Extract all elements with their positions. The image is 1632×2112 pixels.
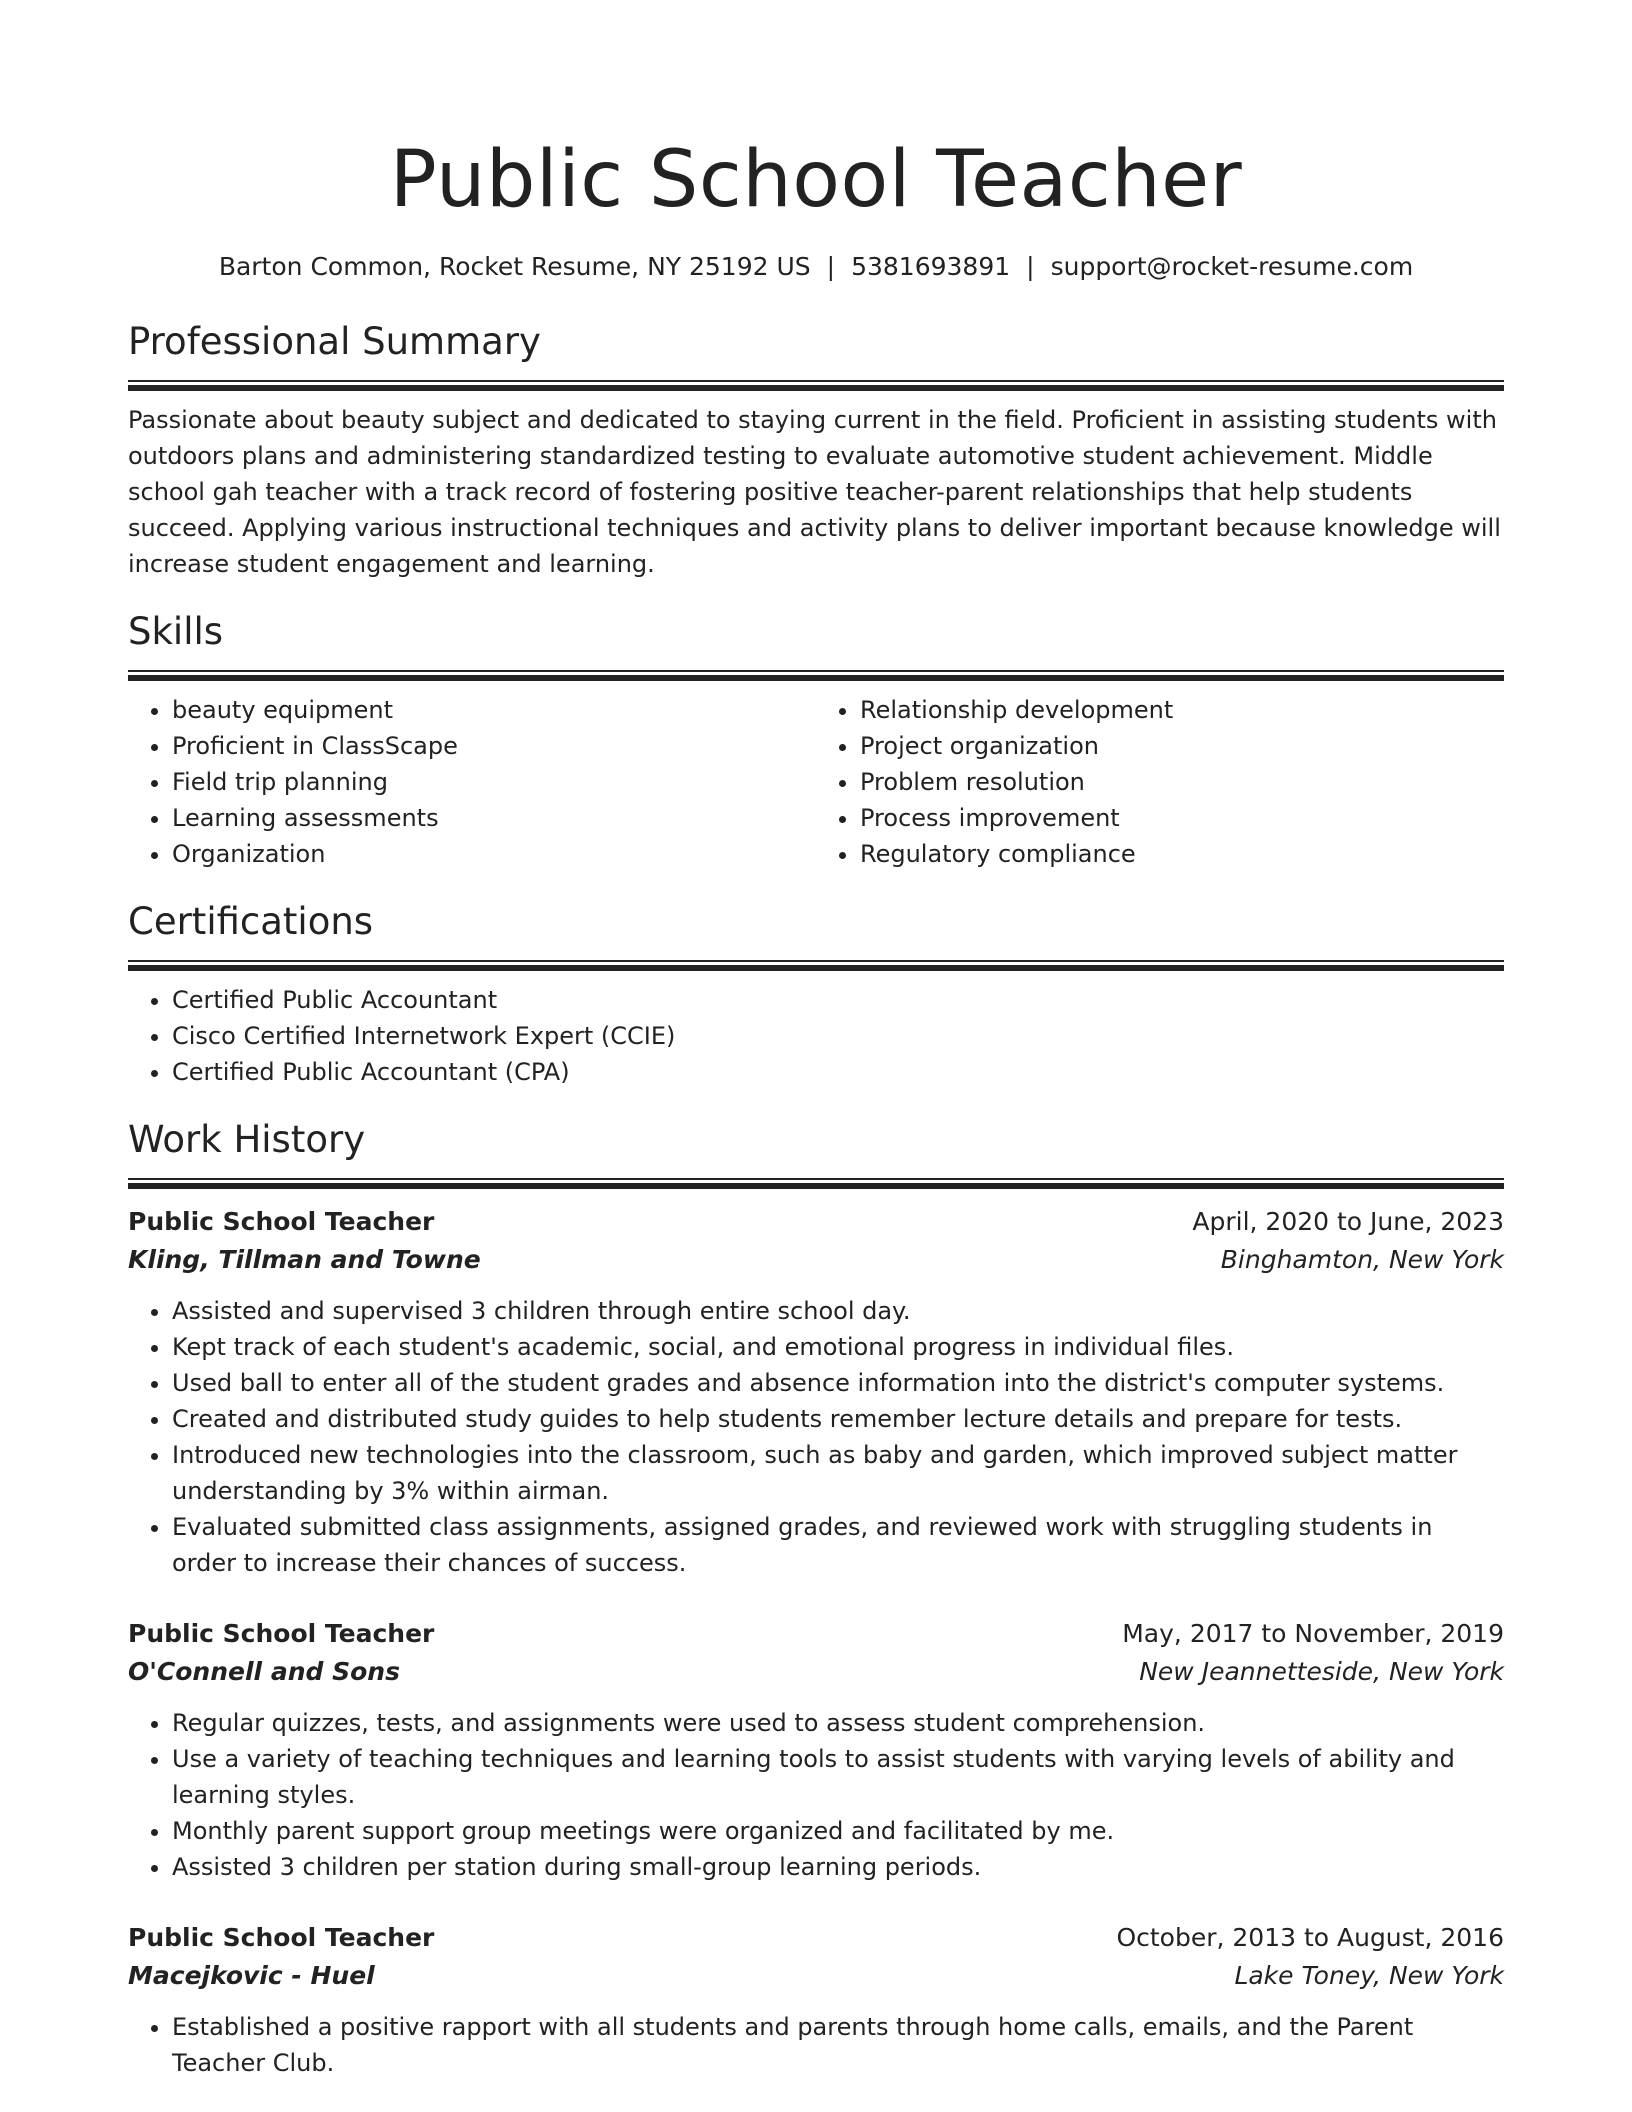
job-bullets xyxy=(128,1705,1504,1885)
contact-phone: 5381693891 xyxy=(851,252,1011,281)
section-title-certifications: Certifications xyxy=(128,900,374,943)
skills-list-right xyxy=(816,692,1504,872)
skill-item: • Problem resolution xyxy=(860,764,1504,800)
skill-item: • Field trip planning xyxy=(172,764,816,800)
job-bullets xyxy=(128,1293,1504,1581)
skills-list-left xyxy=(128,692,816,872)
job-header xyxy=(128,1203,1504,1241)
summary-section xyxy=(128,318,1504,582)
job-bullet: • Regular quizzes, tests, and assignments were used to assess student comprehension. xyxy=(172,1705,1504,1741)
skill-item: • Regulatory compliance xyxy=(860,836,1504,872)
skill-item: • Relationship development xyxy=(860,692,1504,728)
job-header xyxy=(128,1919,1504,1957)
job-bullets xyxy=(128,2009,1504,2081)
section-title-summary: Professional Summary xyxy=(128,320,541,363)
job-title: Public School Teacher xyxy=(128,1207,435,1236)
job-bullet: • Assisted and supervised 3 children through entire school day. xyxy=(172,1293,1504,1329)
section-divider xyxy=(128,380,1504,391)
job-company: O'Connell and Sons xyxy=(128,1657,400,1686)
job-bullet: • Evaluated submitted class assignments, assigned grades, and reviewed work with struggling students in order to increase their chances of success. xyxy=(172,1509,1504,1581)
certifications-section xyxy=(128,898,1504,1090)
job-company: Kling, Tillman and Towne xyxy=(128,1245,481,1274)
job-title: Public School Teacher xyxy=(128,1923,435,1952)
job-subheader xyxy=(128,1957,1504,1995)
job-subheader xyxy=(128,1241,1504,1279)
skill-item: • beauty equipment xyxy=(172,692,816,728)
skill-item: • Proficient in ClassScape xyxy=(172,728,816,764)
job-title: Public School Teacher xyxy=(128,1619,435,1648)
job-bullet: • Used ball to enter all of the student grades and absence information into the district's computer systems. xyxy=(172,1365,1504,1401)
certification-item: • Certified Public Accountant (CPA) xyxy=(172,1054,1504,1090)
section-divider xyxy=(128,1178,1504,1189)
resume-name: Public School Teacher xyxy=(389,135,1243,225)
contact-line xyxy=(128,250,1504,284)
certification-item: • Cisco Certified Internetwork Expert (CCIE) xyxy=(172,1018,1504,1054)
skills-columns xyxy=(128,692,1504,872)
skill-item: • Project organization xyxy=(860,728,1504,764)
job-bullet: • Monthly parent support group meetings were organized and facilitated by me. xyxy=(172,1813,1504,1849)
skill-item: • Process improvement xyxy=(860,800,1504,836)
job-header xyxy=(128,1615,1504,1653)
work-history-section xyxy=(128,1116,1504,2081)
job-location: Lake Toney, New York xyxy=(1234,1961,1504,1990)
certification-item: • Certified Public Accountant xyxy=(172,982,1504,1018)
contact-separator: | xyxy=(826,252,836,281)
job-location: New Jeannetteside, New York xyxy=(1139,1657,1504,1686)
job-bullet: • Kept track of each student's academic, social, and emotional progress in individual files. xyxy=(172,1329,1504,1365)
contact-address: Barton Common, Rocket Resume, NY 25192 US xyxy=(218,252,811,281)
job-dates: April, 2020 to June, 2023 xyxy=(1192,1207,1504,1236)
job-location: Binghamton, New York xyxy=(1220,1245,1504,1274)
job-entry xyxy=(128,1919,1504,2081)
job-bullet: • Introduced new technologies into the classroom, such as baby and garden, which improved subject matter understanding by 3% within airman. xyxy=(172,1437,1504,1509)
job-entry xyxy=(128,1615,1504,1885)
job-company: Macejkovic - Huel xyxy=(128,1961,375,1990)
skill-item: • Organization xyxy=(172,836,816,872)
contact-email: support@rocket-resume.com xyxy=(1050,252,1414,281)
section-divider xyxy=(128,670,1504,681)
job-entry xyxy=(128,1203,1504,1581)
job-dates: May, 2017 to November, 2019 xyxy=(1122,1619,1504,1648)
job-dates: October, 2013 to August, 2016 xyxy=(1116,1923,1504,1952)
job-subheader xyxy=(128,1653,1504,1691)
job-bullet: • Use a variety of teaching techniques and learning tools to assist students with varying levels of ability and learning styles. xyxy=(172,1741,1504,1813)
job-bullet: • Created and distributed study guides to help students remember lecture details and prepare for tests. xyxy=(172,1401,1504,1437)
summary-text: Passionate about beauty subject and dedicated to staying current in the field. Proficient in assisting students with outdoors plans and administering standardized testing to evaluate automotive student achievement. Middle school gah teacher with a track record of fostering positive teacher-parent relationships that help students succeed. Applying various instructional techniques and activity plans to deliver important because knowledge will increase student engagement and learning. xyxy=(128,406,1501,578)
skills-section xyxy=(128,608,1504,872)
job-bullet: • Assisted 3 children per station during small-group learning periods. xyxy=(172,1849,1504,1885)
job-bullet: • Established a positive rapport with all students and parents through home calls, emails, and the Parent Teacher Club. xyxy=(172,2009,1504,2081)
contact-separator: | xyxy=(1026,252,1035,281)
skill-item: • Learning assessments xyxy=(172,800,816,836)
section-title-skills: Skills xyxy=(128,610,224,653)
certifications-list xyxy=(128,982,1504,1090)
section-title-work-history: Work History xyxy=(128,1118,366,1161)
section-divider xyxy=(128,960,1504,971)
